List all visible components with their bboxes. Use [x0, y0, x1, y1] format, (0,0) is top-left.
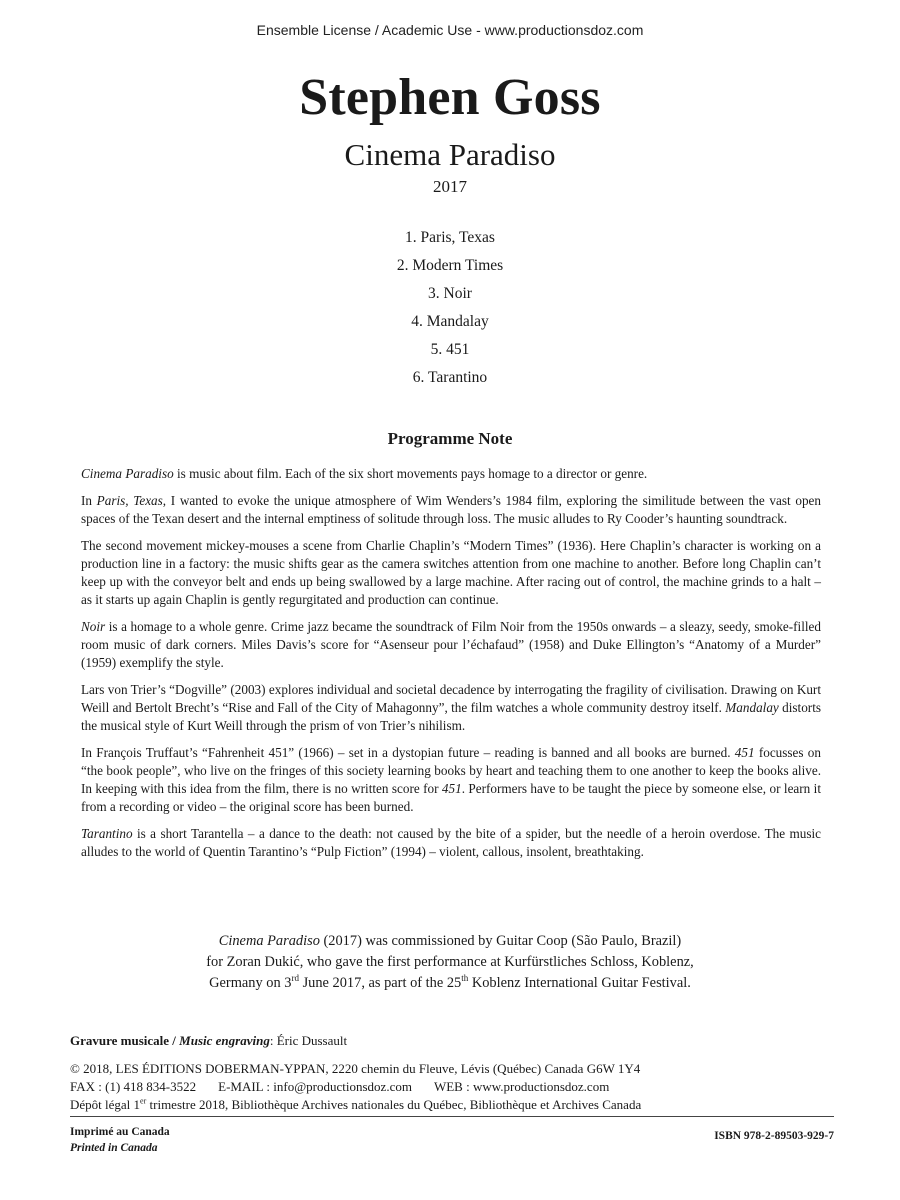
movement-title-italic: Noir [81, 619, 106, 634]
work-title: Cinema Paradiso [344, 137, 556, 172]
engraving-credit [70, 1032, 830, 1050]
work-title-italic: Cinema Paradiso [218, 933, 320, 949]
ordinal-suffix: er [140, 1096, 147, 1106]
paragraph-text: focusses on “the book people”, who live on the fringes of this society learning books by heart and teaching them to one another to keep the books alive. In keeping with this idea from the film, there is no written score for [81, 745, 821, 796]
movement-title-italic: 451 [441, 781, 462, 796]
paragraph-text: Lars von Trier’s “Dogville” (2003) explores individual and societal decadence by interrogating the fragility of civilisation. Drawing on Kurt Weill and Bertolt Brecht’s “Rise and Fall of the City of Mahagonny”, the film watches a whole community destroy itself. [81, 682, 821, 715]
note-paragraph [81, 465, 821, 483]
legal-deposit-line [70, 1096, 830, 1114]
contact-line [70, 1078, 830, 1096]
deposit-text: Dépôt légal 1 [70, 1097, 141, 1112]
note-paragraph [81, 681, 821, 735]
note-paragraph [81, 537, 821, 609]
paragraph-text: The second movement mickey-mouses a scene from Charlie Chaplin’s “Modern Times” (1936). Here Chaplin’s character is working on a production line in a factory: the music shifts gear as the camera switches attention from one machine to another. Before long Chaplin can’t keep up with the conveyor belt and ends up being swallowed by a large machine. After racing out of control, the machine grinds to a halt – as it starts up again Chaplin is gently regurgitated and production can continue. [81, 538, 821, 607]
movement-title-italic: Paris, Texas [96, 493, 163, 508]
movement-title-italic: 451 [734, 745, 755, 760]
paragraph-text: is a short Tarantella – a dance to the death: not caused by the bite of a spider, but the needle of a heroin overdose. The music alludes to the world of Quentin Tarantino’s “Pulp Fiction” (1994) – violent, callous, insolent, breathtaking. [81, 826, 821, 859]
engraver-name: : Éric Dussault [269, 1033, 348, 1048]
paragraph-text: distorts the musical style of Kurt Weill through the prism of von Trier’s nihilism. [81, 700, 821, 733]
publisher-credits [70, 1032, 830, 1114]
license-header: Ensemble License / Academic Use - www.productionsdoz.com [256, 22, 644, 38]
commission-text: (2017) was commissioned by Guitar Coop (São Paulo, Brazil) [319, 933, 682, 949]
movement-title-italic: Tarantino [81, 826, 133, 841]
fax-number: FAX : (1) 418 834-3522 [70, 1079, 197, 1094]
commission-text: June 2017, as part of the 25 [298, 975, 462, 991]
copyright-line: © 2018, LES ÉDITIONS DOBERMAN-YPPAN, 2220 chemin du Fleuve, Lévis (Québec) Canada G6W 1Y4 [70, 1061, 641, 1076]
paragraph-text: In François Truffaut’s “Fahrenheit 451” (1966) – set in a dystopian future – reading is banned and all books are burned. [81, 745, 735, 760]
deposit-text: trimestre 2018, Bibliothèque Archives nationales du Québec, Bibliothèque et Archives Canada [146, 1097, 642, 1112]
movement-item: 3. Noir [428, 285, 472, 302]
commission-text: Germany on 3 [209, 975, 292, 991]
movement-item: 4. Mandalay [411, 313, 489, 330]
note-paragraph [81, 744, 821, 816]
engraving-label-fr: Gravure musicale / [70, 1033, 180, 1048]
commission-text: Koblenz International Guitar Festival. [468, 975, 691, 991]
paragraph-text: is music about film. Each of the six short movements pays homage to a director or genre. [173, 466, 648, 481]
isbn-number: ISBN 978-2-89503-929-7 [714, 1130, 834, 1142]
movement-list [0, 226, 900, 394]
note-paragraph [81, 492, 821, 528]
commission-line [0, 973, 900, 994]
composer-name: Stephen Goss [299, 69, 601, 126]
programme-note-body [81, 465, 821, 870]
composition-year: 2017 [433, 177, 467, 196]
movement-title-italic: Mandalay [725, 700, 779, 715]
printed-in [70, 1124, 170, 1156]
movement-item: 5. 451 [430, 341, 470, 358]
commission-line [0, 931, 900, 952]
note-paragraph [81, 825, 821, 861]
commission-statement [0, 931, 900, 994]
note-paragraph [81, 618, 821, 672]
movement-item: 1. Paris, Texas [405, 229, 495, 246]
engraving-label-en: Music engraving [179, 1033, 270, 1048]
printed-fr: Imprimé au Canada [70, 1126, 170, 1138]
movement-item: 6. Tarantino [412, 369, 488, 386]
movement-item: 2. Modern Times [396, 257, 504, 274]
paragraph-text: . Performers have to be taught the piece by someone else, or learn it from a recording or video – the original score has been burned. [81, 781, 821, 814]
programme-note-heading: Programme Note [387, 429, 513, 448]
ordinal-suffix: rd [291, 973, 299, 984]
paragraph-text: is a homage to a whole genre. Crime jazz became the soundtrack of Film Noir from the 1950s onwards – a sleazy, seedy, smoke-filled room music of dark corners. Miles Davis’s score for “Asenseur pour l’échafaud” (1958) and Duke Ellington’s “Anatomy of a Murder” (1959) exemplify the style. [81, 619, 821, 670]
paragraph-text: In [81, 493, 97, 508]
email-address: E-MAIL : info@productionsdoz.com [218, 1079, 412, 1094]
ordinal-suffix: th [461, 973, 469, 984]
paragraph-text: , I wanted to evoke the unique atmosphere of Wim Wenders’s 1984 film, exploring the similitude between the vast open spaces of the Texan desert and the internal emptiness of solitude through loss. The music alludes to Ry Cooder’s haunting soundtrack. [81, 493, 821, 526]
printed-en: Printed in Canada [70, 1142, 158, 1154]
work-title-italic: Cinema Paradiso [81, 466, 174, 481]
footer-divider [70, 1116, 834, 1117]
website: WEB : www.productionsdoz.com [433, 1079, 610, 1094]
commission-line: for Zoran Dukić, who gave the first performance at Kurfürstliches Schloss, Koblenz, [206, 954, 694, 970]
